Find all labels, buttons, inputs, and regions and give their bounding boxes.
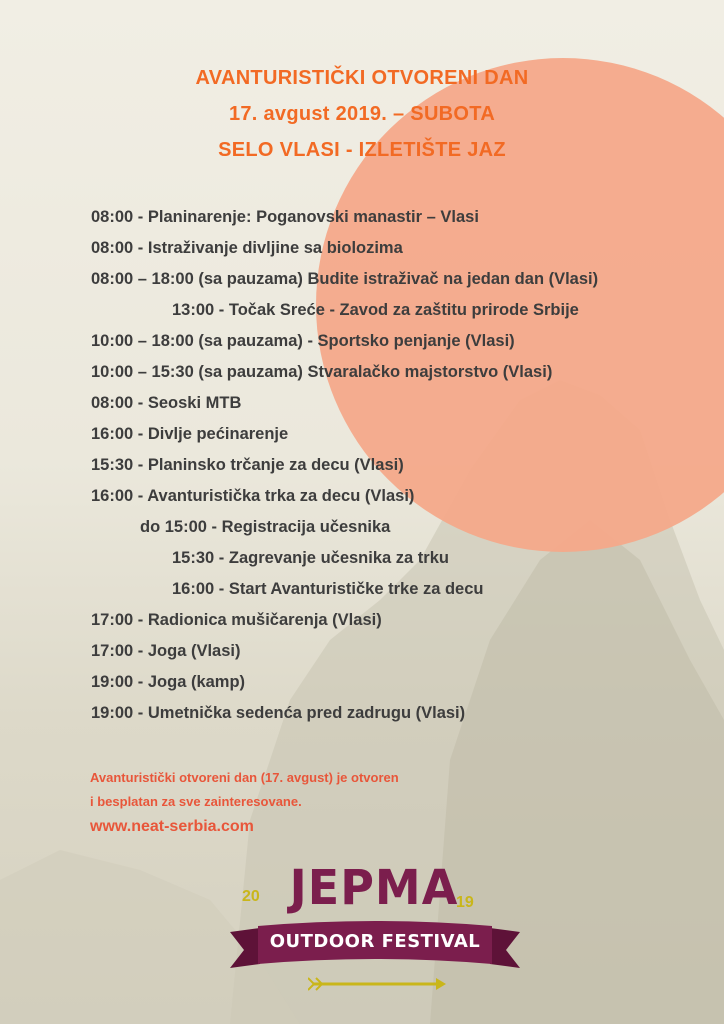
schedule-subitem: 15:30 - Zagrevanje učesnika za trku [172, 549, 449, 567]
schedule-item: 08:00 – 18:00 (sa pauzama) Budite istraživač na jedan dan (Vlasi) [91, 270, 599, 288]
logo-subtitle: OUTDOOR FESTIVAL [269, 931, 481, 952]
free-entry-line-2: i besplatan za sve zainteresovane. [90, 794, 302, 809]
schedule-item: 17:00 - Radionica mušičarenja (Vlasi) [91, 611, 382, 629]
schedule-item: 19:00 - Umetnička sedenća pred zadrugu (Vlasi) [91, 704, 466, 722]
logo-title: JEPMA [289, 858, 459, 916]
jepma-festival-logo [230, 858, 520, 998]
schedule-item: 19:00 - Joga (kamp) [91, 673, 246, 691]
event-header [0, 60, 724, 168]
free-entry-note [90, 766, 399, 814]
schedule-subitem: do 15:00 - Registracija učesnika [140, 518, 391, 536]
free-entry-line-1: Avanturistički otvoreni dan (17. avgust) je otvoren [90, 770, 399, 785]
schedule-item: 08:00 - Seoski MTB [91, 394, 242, 412]
logo-arrow-icon [308, 976, 448, 992]
event-date: 17. avgust 2019. – SUBOTA [228, 103, 496, 125]
logo-year-left: 20 [242, 888, 260, 905]
schedule-item: 15:30 - Planinsko trčanje za decu (Vlasi) [91, 456, 404, 474]
schedule-item: 10:00 – 15:30 (sa pauzama) Stvaralačko majstorstvo (Vlasi) [91, 363, 553, 381]
schedule-item: 08:00 - Planinarenje: Poganovski manastir – Vlasi [91, 208, 479, 226]
schedule-item: 10:00 – 18:00 (sa pauzama) - Sportsko penjanje (Vlasi) [91, 332, 515, 350]
event-title: AVANTURISTIČKI OTVORENI DAN [195, 67, 529, 89]
schedule-item: 16:00 - Divlje pećinarenje [91, 425, 289, 443]
logo-year-right: 19 [456, 894, 474, 911]
schedule-subitem: 16:00 - Start Avanturističke trke za decu [172, 580, 484, 598]
event-location: SELO VLASI - IZLETIŠTE JAZ [218, 139, 506, 161]
website-link[interactable]: www.neat-serbia.com [90, 818, 254, 835]
schedule-item: 16:00 - Avanturistička trka za decu (Vlasi) [91, 487, 415, 505]
schedule-item: 17:00 - Joga (Vlasi) [91, 642, 241, 660]
schedule-item: 13:00 - Točak Sreće - Zavod za zaštitu prirode Srbije [172, 301, 579, 319]
schedule-item: 08:00 - Istraživanje divljine sa biolozima [91, 239, 403, 257]
